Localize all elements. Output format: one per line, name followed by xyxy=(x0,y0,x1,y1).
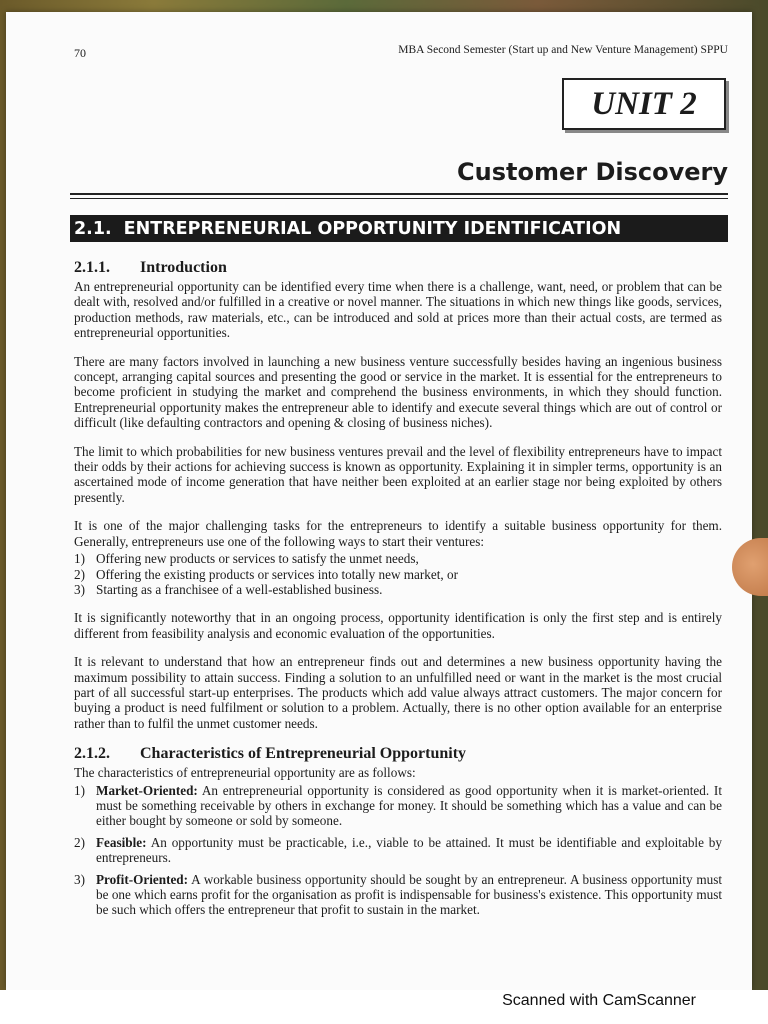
list-item xyxy=(74,872,722,918)
list-item xyxy=(74,783,722,829)
list-marker: 3) xyxy=(74,871,85,887)
subsection-number: 2.1.2. xyxy=(74,745,110,763)
unit-label: UNIT 2 xyxy=(591,85,697,122)
page-number: 70 xyxy=(74,46,86,60)
subsection-title: Characteristics of Entrepreneurial Opportunity xyxy=(140,745,467,763)
list-text: Offering new products or services to satisfy the unmet needs, xyxy=(96,551,419,567)
paragraph: It is relevant to understand that how an entrepreneur finds out and determines a new business opportunity having the maximum possibility to attain success. Finding a solution to an unfulfilled need or want in the market is the most crucial part of all successful start-up enterprises. The products which add value always attract customers. The major concern for buying a product is need fulfilment or solution to a problem. Actually, there is no other option available for an enterprise rather than to fulfil the unmet customer needs. xyxy=(74,654,722,731)
list-text: Starting as a franchisee of a well-established business. xyxy=(96,581,383,597)
title-rule-thin xyxy=(70,198,728,199)
list-item xyxy=(74,835,722,866)
title-rule-thick xyxy=(70,193,728,195)
list-item xyxy=(74,551,722,566)
paragraph: There are many factors involved in launching a new business venture successfully besides having an ingenious business concept, arranging capital sources and presenting the good or service in the market. It is essential for the entrepreneurs to become proficient in studying the market and comprehend the business environments, in which they should function. Entrepreneurial opportunity makes the entrepreneur able to identify and execute several things which are out of control or difficult (like defaulting contractors and opening & closing of business niches). xyxy=(74,353,722,431)
list-text: An opportunity must be practicable, i.e., viable to be attained. It must be identifiable and exploitable by entrepreneurs. xyxy=(96,834,722,866)
ways-list xyxy=(74,551,722,597)
section-number: 2.1. xyxy=(74,218,112,239)
subsection-heading-introduction xyxy=(74,258,722,277)
subsection-title: Introduction xyxy=(140,259,227,276)
paragraph: The limit to which probabilities for new business ventures prevail and the level of flexibility entrepreneurs have to impact their odds by their actions for achieving success is known as opportunity. Explaining it in simpler terms, opportunity is an ascertained mode of income generation that have neither been exploited at an earlier stage nor being exploited by others presently. xyxy=(74,443,722,505)
section-banner xyxy=(70,215,728,242)
list-marker: 1) xyxy=(74,782,85,798)
list-marker: 2) xyxy=(74,834,85,850)
paragraph: An entrepreneurial opportunity can be identified every time when there is a challenge, want, need, or problem that can be dealt with, resolved and/or fulfilled in a creative or novel manner. The situations in which new things like goods, services, production methods, raw materials, etc., can be introduced and sold at prices more than their actual costs, are termed as entrepreneurial opportunities. xyxy=(74,279,722,341)
characteristics-list xyxy=(74,783,722,918)
unit-label-box xyxy=(562,78,726,130)
paragraph: The characteristics of entrepreneurial opportunity are as follows: xyxy=(74,765,416,781)
list-term: Market-Oriented: xyxy=(96,782,198,798)
paragraph: It is significantly noteworthy that in an ongoing process, opportunity identification is only the first step and is entirely different from feasibility analysis and economic evaluation of the opportunities. xyxy=(74,610,722,641)
list-text: An entrepreneurial opportunity is considered as good opportunity when it is market-oriented. It must be something receivable by others in exchange for money. It should be something which has a value and can be either bought by someone or sold by someone. xyxy=(96,782,722,829)
running-header: MBA Second Semester (Start up and New Venture Management) SPPU xyxy=(398,44,728,56)
list-text: Offering the existing products or services into totally new market, or xyxy=(96,566,458,582)
camscanner-watermark: Scanned with CamScanner xyxy=(502,992,696,1009)
list-term: Profit-Oriented: xyxy=(96,871,189,887)
subsection-number: 2.1.1. xyxy=(74,259,110,276)
list-term: Feasible: xyxy=(96,834,147,850)
list-marker: 3) xyxy=(74,581,85,597)
list-item xyxy=(74,567,722,582)
list-marker: 1) xyxy=(74,551,85,567)
paragraph: It is one of the major challenging tasks for the entrepreneurs to identify a suitable business opportunity for them. Generally, entrepreneurs use one of the following ways to start their ventures: xyxy=(74,518,722,549)
chapter-title: Customer Discovery xyxy=(457,158,728,186)
body-content xyxy=(74,258,722,931)
list-marker: 2) xyxy=(74,566,85,582)
list-item xyxy=(74,582,722,597)
subsection-heading-characteristics xyxy=(74,744,722,763)
section-title: ENTREPRENEURIAL OPPORTUNITY IDENTIFICATION xyxy=(123,218,622,239)
list-text: A workable business opportunity should be sought by an entrepreneur. A business opportunity must be one which earns profit for the organisation as profit is indispensable for business's existence. This opportunity must be such which offers the entrepreneur that profit to sustain in the market. xyxy=(96,871,722,918)
